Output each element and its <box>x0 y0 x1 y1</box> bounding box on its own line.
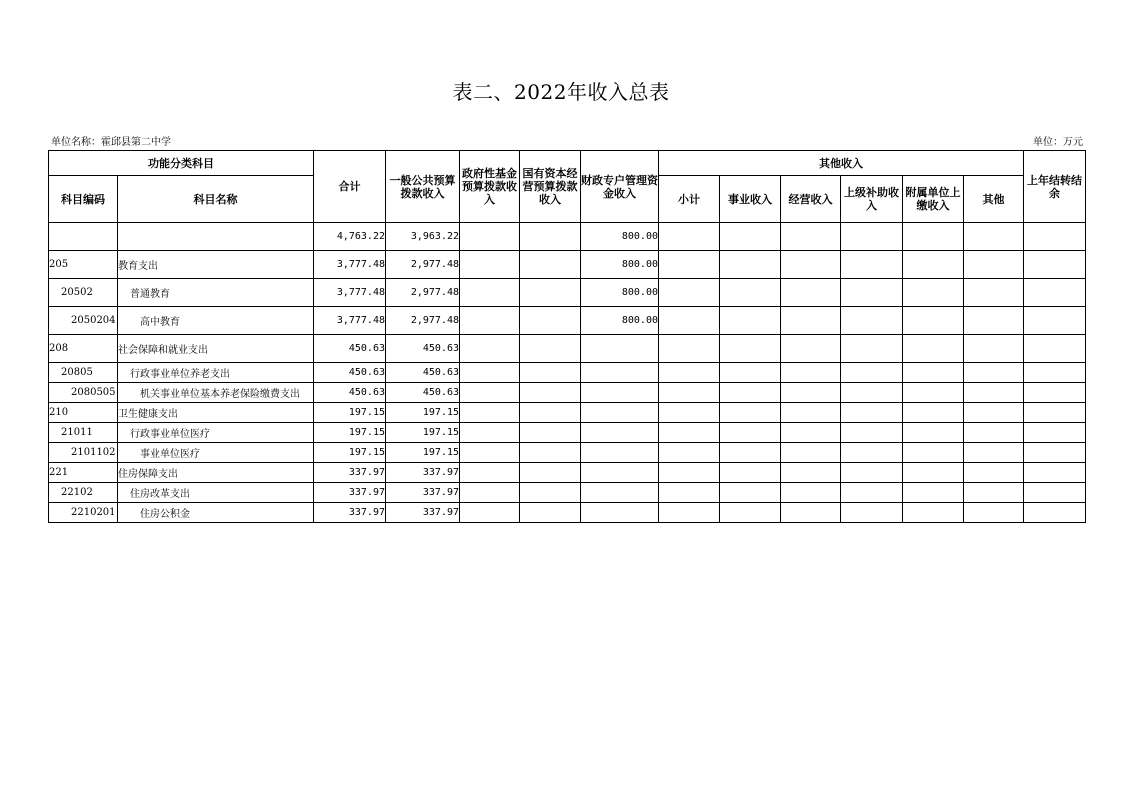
row-subtotal <box>659 307 720 335</box>
row-carryover <box>1024 335 1086 363</box>
row-subsidy <box>841 483 903 503</box>
row-business <box>720 483 781 503</box>
row-total: 450.63 <box>314 363 386 383</box>
row-state-capital <box>520 463 581 483</box>
row-other <box>964 463 1024 483</box>
table-row <box>49 463 1086 483</box>
table-row <box>49 403 1086 423</box>
row-code: 2080505 <box>49 383 118 403</box>
row-code: 210 <box>49 403 118 423</box>
row-affiliated <box>903 335 964 363</box>
row-other <box>964 251 1024 279</box>
header-general-budget: 一般公共预算拨款收入 <box>386 151 460 223</box>
row-affiliated <box>903 403 964 423</box>
header-state-capital: 国有资本经营预算拨款收入 <box>520 151 581 223</box>
row-other <box>964 363 1024 383</box>
row-subsidy <box>841 251 903 279</box>
row-name: 住房公积金 <box>118 503 314 523</box>
row-business <box>720 223 781 251</box>
row-gov-fund <box>460 335 520 363</box>
row-operating <box>781 503 841 523</box>
row-affiliated <box>903 463 964 483</box>
header-other: 其他 <box>964 176 1024 223</box>
row-name: 教育支出 <box>118 251 314 279</box>
header-other-income: 其他收入 <box>659 151 1024 176</box>
row-gov-fund <box>460 443 520 463</box>
row-state-capital <box>520 383 581 403</box>
row-gov-fund <box>460 423 520 443</box>
row-other <box>964 443 1024 463</box>
row-subsidy <box>841 363 903 383</box>
row-operating <box>781 251 841 279</box>
row-other <box>964 483 1024 503</box>
row-state-capital <box>520 483 581 503</box>
row-operating <box>781 307 841 335</box>
row-code: 221 <box>49 463 118 483</box>
row-special <box>581 443 659 463</box>
row-gov-fund <box>460 223 520 251</box>
row-subtotal <box>659 403 720 423</box>
row-carryover <box>1024 423 1086 443</box>
row-code: 205 <box>49 251 118 279</box>
income-summary-table <box>48 150 1086 523</box>
row-subsidy <box>841 443 903 463</box>
header-operating-income: 经营收入 <box>781 176 841 223</box>
row-gov-fund <box>460 251 520 279</box>
row-name: 住房改革支出 <box>118 483 314 503</box>
row-name <box>118 223 314 251</box>
row-special <box>581 503 659 523</box>
row-special <box>581 483 659 503</box>
row-carryover <box>1024 223 1086 251</box>
row-subtotal <box>659 423 720 443</box>
row-total: 450.63 <box>314 335 386 363</box>
row-state-capital <box>520 251 581 279</box>
row-affiliated <box>903 307 964 335</box>
row-affiliated <box>903 223 964 251</box>
row-special <box>581 403 659 423</box>
row-special <box>581 363 659 383</box>
row-total: 4,763.22 <box>314 223 386 251</box>
header-business-income: 事业收入 <box>720 176 781 223</box>
row-affiliated <box>903 483 964 503</box>
row-name: 事业单位医疗 <box>118 443 314 463</box>
row-gov-fund <box>460 503 520 523</box>
row-general: 2,977.48 <box>386 307 460 335</box>
table-row <box>49 483 1086 503</box>
row-general: 197.15 <box>386 423 460 443</box>
row-total: 197.15 <box>314 443 386 463</box>
row-state-capital <box>520 223 581 251</box>
table-row <box>49 423 1086 443</box>
row-carryover <box>1024 363 1086 383</box>
row-business <box>720 383 781 403</box>
row-other <box>964 403 1024 423</box>
row-subtotal <box>659 443 720 463</box>
unit-name-label: 单位名称：霍邱县第二中学 <box>51 137 171 148</box>
row-gov-fund <box>460 463 520 483</box>
row-general: 2,977.48 <box>386 279 460 307</box>
row-business <box>720 403 781 423</box>
row-general: 2,977.48 <box>386 251 460 279</box>
row-general: 3,963.22 <box>386 223 460 251</box>
row-operating <box>781 423 841 443</box>
header-superior-subsidy: 上级补助收入 <box>841 176 903 223</box>
row-state-capital <box>520 335 581 363</box>
row-affiliated <box>903 423 964 443</box>
row-other <box>964 279 1024 307</box>
row-code: 20805 <box>49 363 118 383</box>
row-operating <box>781 279 841 307</box>
row-general: 337.97 <box>386 463 460 483</box>
row-other <box>964 503 1024 523</box>
row-name: 社会保障和就业支出 <box>118 335 314 363</box>
row-gov-fund <box>460 279 520 307</box>
row-name: 卫生健康支出 <box>118 403 314 423</box>
table-row <box>49 443 1086 463</box>
row-carryover <box>1024 443 1086 463</box>
row-name: 住房保障支出 <box>118 463 314 483</box>
row-state-capital <box>520 403 581 423</box>
row-operating <box>781 363 841 383</box>
row-operating <box>781 403 841 423</box>
row-special <box>581 383 659 403</box>
row-subtotal <box>659 463 720 483</box>
row-business <box>720 363 781 383</box>
row-total: 3,777.48 <box>314 251 386 279</box>
row-business <box>720 279 781 307</box>
row-business <box>720 307 781 335</box>
row-other <box>964 423 1024 443</box>
row-general: 450.63 <box>386 363 460 383</box>
row-special <box>581 335 659 363</box>
row-special <box>581 423 659 443</box>
row-carryover <box>1024 383 1086 403</box>
header-total: 合计 <box>314 151 386 223</box>
row-subtotal <box>659 251 720 279</box>
row-operating <box>781 443 841 463</box>
row-subsidy <box>841 463 903 483</box>
row-total: 3,777.48 <box>314 307 386 335</box>
row-code: 21011 <box>49 423 118 443</box>
row-operating <box>781 463 841 483</box>
row-operating <box>781 223 841 251</box>
row-subtotal <box>659 223 720 251</box>
table-row <box>49 223 1086 251</box>
row-carryover <box>1024 483 1086 503</box>
row-subsidy <box>841 423 903 443</box>
row-total: 337.97 <box>314 483 386 503</box>
row-special: 800.00 <box>581 307 659 335</box>
row-total: 3,777.48 <box>314 279 386 307</box>
row-name: 普通教育 <box>118 279 314 307</box>
row-special <box>581 463 659 483</box>
header-affiliated-income: 附属单位上缴收入 <box>903 176 964 223</box>
row-state-capital <box>520 443 581 463</box>
row-state-capital <box>520 423 581 443</box>
row-state-capital <box>520 363 581 383</box>
header-gov-fund: 政府性基金预算拨款收入 <box>460 151 520 223</box>
row-business <box>720 503 781 523</box>
row-total: 197.15 <box>314 403 386 423</box>
row-business <box>720 335 781 363</box>
currency-unit-label: 单位：万元 <box>1033 137 1083 148</box>
table-row <box>49 383 1086 403</box>
row-carryover <box>1024 503 1086 523</box>
row-name: 机关事业单位基本养老保险缴费支出 <box>118 383 314 403</box>
row-business <box>720 443 781 463</box>
row-affiliated <box>903 279 964 307</box>
row-general: 450.63 <box>386 335 460 363</box>
row-general: 337.97 <box>386 503 460 523</box>
row-subtotal <box>659 363 720 383</box>
row-other <box>964 307 1024 335</box>
row-affiliated <box>903 443 964 463</box>
row-gov-fund <box>460 383 520 403</box>
row-general: 197.15 <box>386 403 460 423</box>
row-subtotal <box>659 383 720 403</box>
row-total: 197.15 <box>314 423 386 443</box>
row-special: 800.00 <box>581 223 659 251</box>
row-subtotal <box>659 279 720 307</box>
row-name: 行政事业单位医疗 <box>118 423 314 443</box>
row-general: 450.63 <box>386 383 460 403</box>
row-subtotal <box>659 335 720 363</box>
row-affiliated <box>903 383 964 403</box>
row-carryover <box>1024 279 1086 307</box>
row-operating <box>781 335 841 363</box>
row-business <box>720 423 781 443</box>
row-gov-fund <box>460 363 520 383</box>
header-code: 科目编码 <box>49 176 118 223</box>
row-affiliated <box>903 251 964 279</box>
row-special: 800.00 <box>581 251 659 279</box>
table-row <box>49 363 1086 383</box>
table-row <box>49 251 1086 279</box>
header-carryover: 上年结转结余 <box>1024 151 1086 223</box>
table-row <box>49 335 1086 363</box>
row-name: 行政事业单位养老支出 <box>118 363 314 383</box>
row-subsidy <box>841 223 903 251</box>
row-carryover <box>1024 251 1086 279</box>
row-affiliated <box>903 363 964 383</box>
row-total: 450.63 <box>314 383 386 403</box>
table-row <box>49 279 1086 307</box>
row-code: 20502 <box>49 279 118 307</box>
row-carryover <box>1024 307 1086 335</box>
row-code: 208 <box>49 335 118 363</box>
row-operating <box>781 383 841 403</box>
row-carryover <box>1024 403 1086 423</box>
row-code: 2101102 <box>49 443 118 463</box>
row-subsidy <box>841 307 903 335</box>
row-code <box>49 223 118 251</box>
row-business <box>720 463 781 483</box>
row-other <box>964 335 1024 363</box>
table-row <box>49 503 1086 523</box>
row-operating <box>781 483 841 503</box>
row-general: 197.15 <box>386 443 460 463</box>
row-state-capital <box>520 503 581 523</box>
page-title: 表二、2022年收入总表 <box>452 80 670 104</box>
row-subtotal <box>659 483 720 503</box>
header-name: 科目名称 <box>118 176 314 223</box>
row-code: 2210201 <box>49 503 118 523</box>
row-subsidy <box>841 335 903 363</box>
table-row <box>49 307 1086 335</box>
row-subsidy <box>841 279 903 307</box>
row-code: 22102 <box>49 483 118 503</box>
row-state-capital <box>520 307 581 335</box>
row-subsidy <box>841 403 903 423</box>
header-subtotal: 小计 <box>659 176 720 223</box>
header-function-category: 功能分类科目 <box>49 151 314 176</box>
row-affiliated <box>903 503 964 523</box>
row-business <box>720 251 781 279</box>
row-subtotal <box>659 503 720 523</box>
row-subsidy <box>841 383 903 403</box>
row-special: 800.00 <box>581 279 659 307</box>
row-code: 2050204 <box>49 307 118 335</box>
row-other <box>964 383 1024 403</box>
row-carryover <box>1024 463 1086 483</box>
header-special-account: 财政专户管理资金收入 <box>581 151 659 223</box>
row-state-capital <box>520 279 581 307</box>
row-gov-fund <box>460 403 520 423</box>
row-gov-fund <box>460 483 520 503</box>
row-subsidy <box>841 503 903 523</box>
row-general: 337.97 <box>386 483 460 503</box>
row-total: 337.97 <box>314 503 386 523</box>
row-other <box>964 223 1024 251</box>
row-name: 高中教育 <box>118 307 314 335</box>
row-gov-fund <box>460 307 520 335</box>
row-total: 337.97 <box>314 463 386 483</box>
